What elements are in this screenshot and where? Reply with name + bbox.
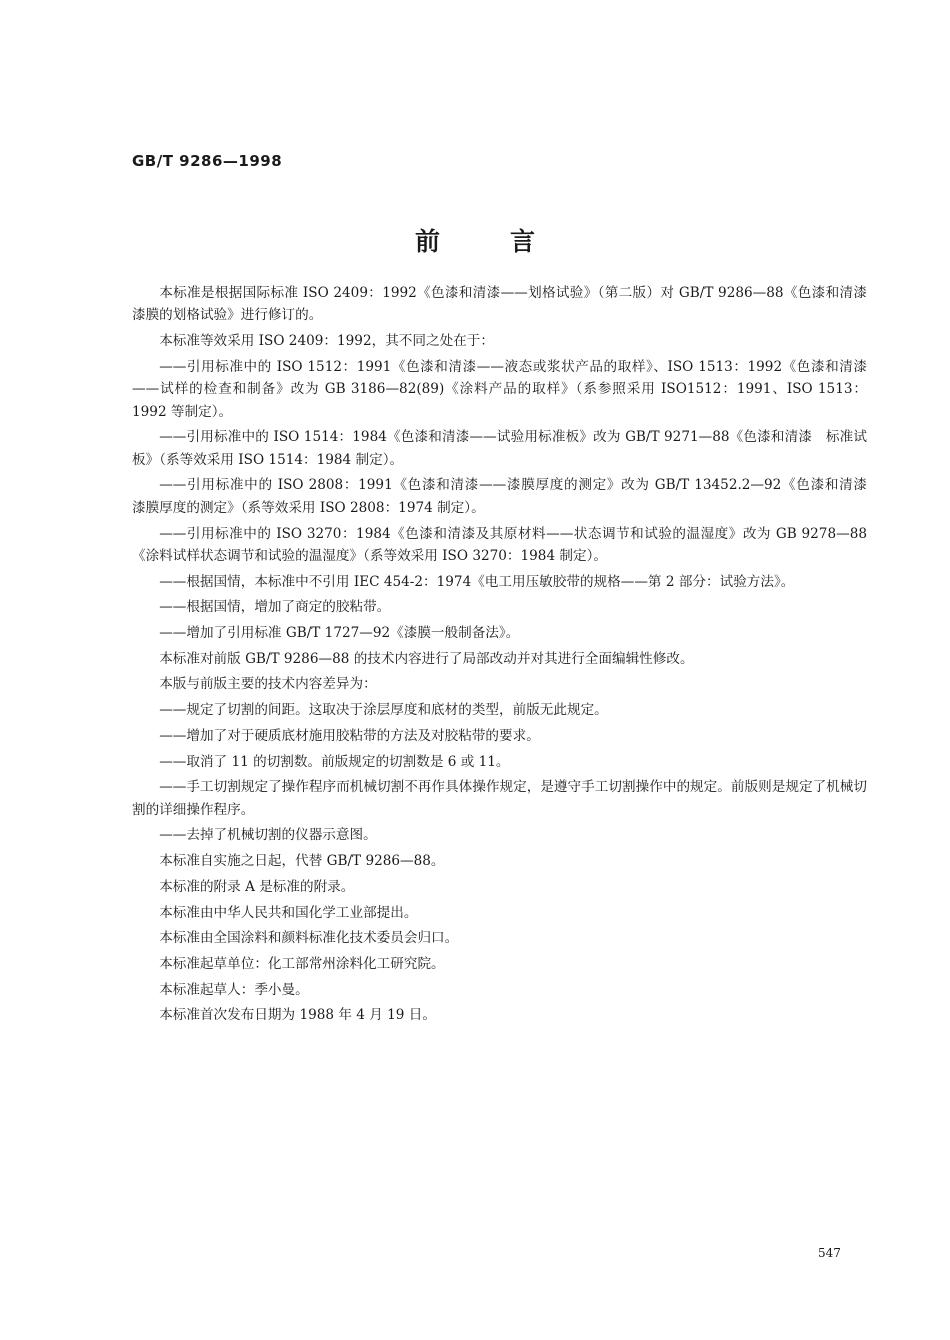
paragraph: 本标准对前版 GB/T 9286—88 的技术内容进行了局部改动并对其进行全面编辑性修改。 — [159, 650, 694, 667]
paragraph: 本标准是根据国际标准 ISO 2409：1992《色漆和清漆——划格试验》（第二版）对 GB/T 9286—88《色漆和清漆 漆膜的划格试验》进行修订的。 — [132, 285, 881, 324]
paragraph: 本标准由中华人民共和国化学工业部提出。 — [159, 904, 418, 921]
paragraph: 本标准等效采用 ISO 2409：1992，其不同之处在于： — [159, 333, 494, 350]
foreword-body — [132, 282, 881, 1030]
paragraph: 本标准起草人：季小曼。 — [159, 981, 309, 998]
paragraph: ——增加了引用标准 GB/T 1727—92《漆膜一般制备法》。 — [159, 625, 520, 642]
paragraph: 本标准首次发布日期为 1988 年 4 月 19 日。 — [159, 1007, 436, 1024]
paragraph: 本标准自实施之日起，代替 GB/T 9286—88。 — [159, 853, 445, 870]
paragraph: ——引用标准中的 ISO 1512：1991《色漆和清漆——液态或浆状产品的取样》、ISO 1513：1992《色漆和清漆——试样的检查和制备》改为 GB 3186—82(89)《涂料产品的取样》（系参照采用 ISO1512：1991、ISO 1513：1992 等制定）。 — [132, 358, 867, 420]
paragraph: ——引用标准中的 ISO 3270：1984《色漆和清漆及其原材料——状态调节和试验的温湿度》改为 GB 9278—88《涂料试样状态调节和试验的温湿度》（系等效采用 ISO 3270：1984 制定）。 — [132, 525, 867, 564]
paragraph: ——增加了对于硬质底材施用胶粘带的方法及对胶粘带的要求。 — [159, 727, 540, 744]
standard-code: GB/T 9286—1998 — [132, 152, 283, 170]
paragraph: 本标准由全国涂料和颜料标准化技术委员会归口。 — [159, 930, 459, 947]
paragraph: ——引用标准中的 ISO 1514：1984《色漆和清漆——试验用标准板》改为 GB/T 9271—88《色漆和清漆 标准试板》（系等效采用 ISO 1514：1984 制定）。 — [132, 429, 867, 468]
paragraph: ——根据国情，增加了商定的胶粘带。 — [159, 599, 391, 616]
paragraph: ——引用标准中的 ISO 2808：1991《色漆和清漆——漆膜厚度的测定》改为 GB/T 13452.2—92《色漆和清漆 漆膜厚度的测定》（系等效采用 ISO 2808：1974 制定）。 — [132, 477, 881, 516]
paragraph: 本标准起草单位：化工部常州涂料化工研究院。 — [159, 955, 445, 972]
page-title: 前言 — [414, 227, 605, 256]
paragraph: 本版与前版主要的技术内容差异为： — [159, 676, 377, 693]
paragraph: ——去掉了机械切割的仪器示意图。 — [159, 827, 377, 844]
paragraph: ——规定了切割的间距。这取决于涂层厚度和底材的类型，前版无此规定。 — [159, 702, 608, 719]
paragraph: 本标准的附录 A 是标准的附录。 — [159, 878, 355, 895]
paragraph: ——取消了 11 的切割数。前版规定的切割数是 6 或 11。 — [159, 753, 510, 770]
page-number: 547 — [818, 1246, 841, 1260]
paragraph: ——手工切割规定了操作程序而机械切割不再作具体操作规定，是遵守手工切割操作中的规定。前版则是规定了机械切割的详细操作程序。 — [132, 779, 867, 818]
paragraph: ——根据国情，本标准中不引用 IEC 454-2：1974《电工用压敏胶带的规格——第 2 部分：试验方法》。 — [159, 573, 795, 590]
